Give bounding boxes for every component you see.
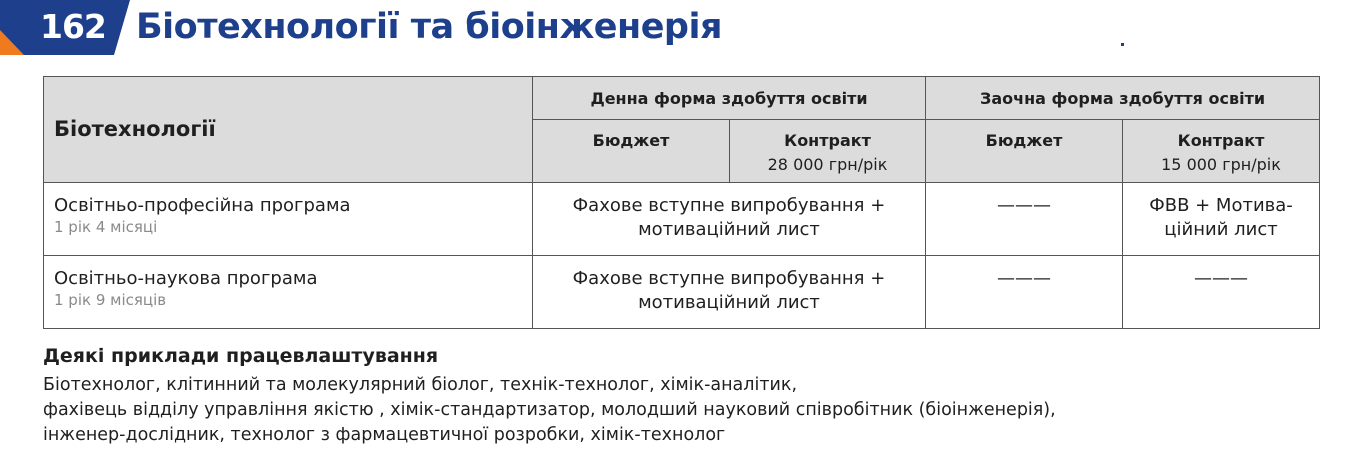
contract-label: Контракт (1177, 131, 1265, 150)
extramural-budget-cell: ——— (926, 256, 1123, 329)
requirement-line: Фахове вступне випробування + (572, 268, 886, 289)
page-title: Біотехнології та біоінженерія (136, 7, 722, 47)
extramural-form-header: Заочна форма здобуття освіти (926, 77, 1320, 120)
table-row (44, 256, 1320, 329)
contract-label: Контракт (784, 131, 871, 150)
requirement-line: ——— (1194, 268, 1248, 289)
day-requirements (533, 256, 926, 329)
program-cell (44, 256, 533, 329)
extramural-budget-header (926, 120, 1123, 183)
requirement-line: Фахове вступне випробування + (572, 195, 886, 216)
employment-line: інженер-дослідник, технолог з фармацевтичної розробки, хімік-технолог (43, 425, 726, 445)
specialization-header: Біотехнології (44, 77, 533, 183)
requirement-line: мотиваційний лист (638, 292, 820, 313)
specialty-code-badge (0, 0, 130, 55)
employment-title: Деякі приклади працевлаштування (43, 345, 439, 367)
day-contract-price: 28 000 грн/рік (767, 155, 888, 174)
extramural-budget-cell: ——— (926, 183, 1123, 256)
table-row (44, 183, 1320, 256)
day-form-header: Денна форма здобуття освіти (533, 77, 926, 120)
specialty-code: 162 (40, 7, 106, 46)
program-duration: 1 рік 9 місяців (54, 291, 167, 309)
extramural-contract-cell (1123, 256, 1320, 329)
requirement-line: ФВВ + Мотива- (1149, 195, 1293, 216)
day-budget-header (533, 120, 730, 183)
program-name: Освітньо-професійна програма (54, 195, 351, 216)
program-cell (44, 183, 533, 256)
decorative-dot (1121, 43, 1124, 46)
requirement-line: ційний лист (1164, 219, 1278, 240)
budget-label: Бюджет (985, 131, 1063, 150)
page-header (0, 0, 1349, 56)
day-contract-header (730, 120, 926, 183)
employment-line: фахівець відділу управління якістю , хімік-стандартизатор, молодший науковий співробітник (біоінженерія), (43, 400, 1056, 420)
requirement-line: мотиваційний лист (638, 219, 820, 240)
admission-table (43, 76, 1320, 329)
employment-line: Біотехнолог, клітинний та молекулярний біолог, технік-технолог, хімік-аналітик, (43, 375, 798, 395)
extramural-contract-cell (1123, 183, 1320, 256)
budget-label: Бюджет (592, 131, 670, 150)
program-duration: 1 рік 4 місяці (54, 218, 158, 236)
extramural-contract-price: 15 000 грн/рік (1161, 155, 1281, 174)
day-requirements (533, 183, 926, 256)
extramural-contract-header (1123, 120, 1320, 183)
employment-examples (43, 373, 1333, 448)
program-name: Освітньо-наукова програма (54, 268, 318, 289)
